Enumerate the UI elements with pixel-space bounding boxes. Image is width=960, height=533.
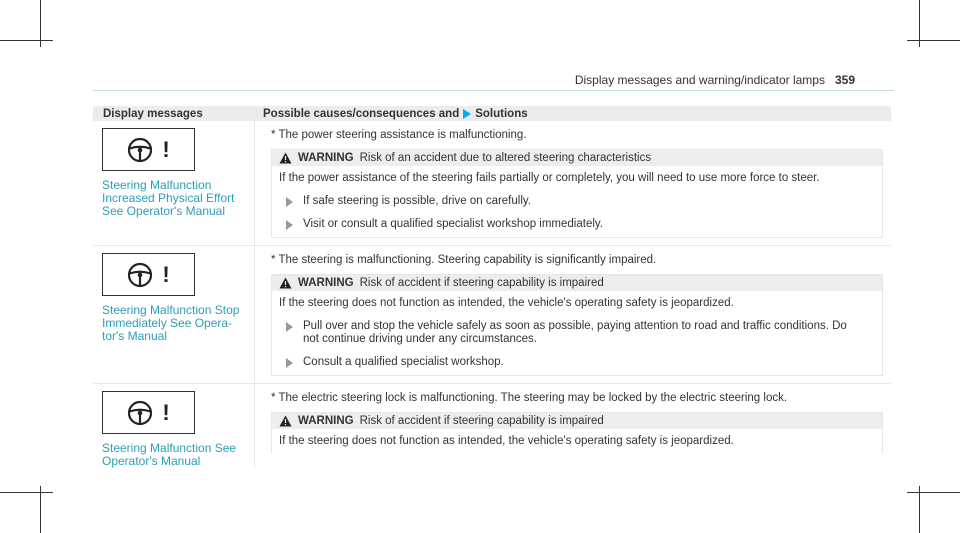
warning-box	[271, 274, 883, 376]
step-text: Visit or consult a qualified specialist workshop immediately.	[303, 218, 603, 230]
display-message: Steering Malfunction Increased Physical Effort See Operator's Manual	[102, 178, 235, 218]
display-cell	[93, 384, 255, 468]
solution-cell	[255, 246, 891, 383]
cause-text: * The power steering assistance is malfunctioning.	[271, 129, 527, 141]
warning-body: If the power assistance of the steering fails partially or completely, you will need to use more force to steer.	[279, 172, 820, 184]
display-message: Steering Malfunction See Operator's Manual	[102, 441, 237, 468]
list-item	[272, 310, 882, 346]
list-item	[272, 346, 882, 369]
page-number: 359	[834, 73, 855, 87]
warning-label: WARNING	[298, 152, 354, 164]
list-item	[272, 185, 882, 208]
warning-triangle-icon	[279, 277, 292, 289]
list-item	[272, 208, 882, 231]
display-messages-table	[93, 106, 891, 468]
display-message: Steering Malfunction Stop Immediately See Opera- tor's Manual	[102, 303, 240, 343]
warning-box	[271, 412, 883, 454]
crop-mark	[0, 492, 53, 493]
warning-body: If the steering does not function as intended, the vehicle's operating safety is jeopardized.	[279, 297, 734, 309]
crop-mark	[40, 486, 41, 533]
table-row	[93, 384, 891, 468]
crop-mark	[907, 492, 960, 493]
section-title: Display messages and warning/indicator lamps	[574, 73, 825, 87]
warning-triangle-icon	[279, 152, 292, 164]
arrow-right-icon	[286, 358, 293, 368]
arrow-right-icon	[286, 322, 293, 332]
display-cell	[93, 121, 255, 245]
step-text: Consult a qualified specialist workshop.	[303, 356, 504, 368]
column-header-display: Display messages	[103, 107, 203, 120]
steering-wheel-exclamation-icon: !	[102, 128, 195, 171]
warning-title: Risk of accident if steering capability is impaired	[359, 415, 604, 427]
header-rule	[93, 90, 894, 91]
crop-mark	[907, 40, 960, 41]
display-cell	[93, 246, 255, 383]
warning-label: WARNING	[298, 415, 354, 427]
table-row	[93, 246, 891, 384]
causes-label: Possible causes/consequences and	[263, 107, 460, 120]
arrow-right-icon	[286, 197, 293, 207]
solution-cell	[255, 384, 891, 468]
warning-body: If the steering does not function as intended, the vehicle's operating safety is jeopardized.	[279, 435, 734, 447]
warning-title: Risk of accident if steering capability is impaired	[359, 277, 604, 289]
warning-title: Risk of an accident due to altered steering characteristics	[359, 152, 652, 164]
cause-text: * The electric steering lock is malfunctioning. The steering may be locked by the electric steering lock.	[271, 392, 788, 404]
solutions-label: Solutions	[475, 107, 528, 120]
steering-wheel-exclamation-icon: !	[102, 391, 195, 434]
arrow-right-icon	[286, 220, 293, 230]
column-header-causes	[255, 108, 891, 120]
solution-cell	[255, 121, 891, 245]
table-header	[93, 106, 891, 121]
cause-text: * The steering is malfunctioning. Steering capability is significantly impaired.	[271, 254, 657, 266]
warning-box	[271, 149, 883, 238]
steering-wheel-exclamation-icon: !	[102, 253, 195, 296]
table-row	[93, 121, 891, 246]
crop-mark	[0, 40, 53, 41]
warning-label: WARNING	[298, 277, 354, 289]
arrow-right-icon	[463, 109, 471, 119]
running-head	[575, 73, 855, 87]
crop-mark	[919, 486, 920, 533]
step-text: If safe steering is possible, drive on carefully.	[303, 195, 531, 207]
step-text: Pull over and stop the vehicle safely as soon as possible, paying attention to road and traffic conditions. Do not continue driving under any circumstances.	[303, 320, 847, 345]
warning-triangle-icon	[279, 415, 292, 427]
